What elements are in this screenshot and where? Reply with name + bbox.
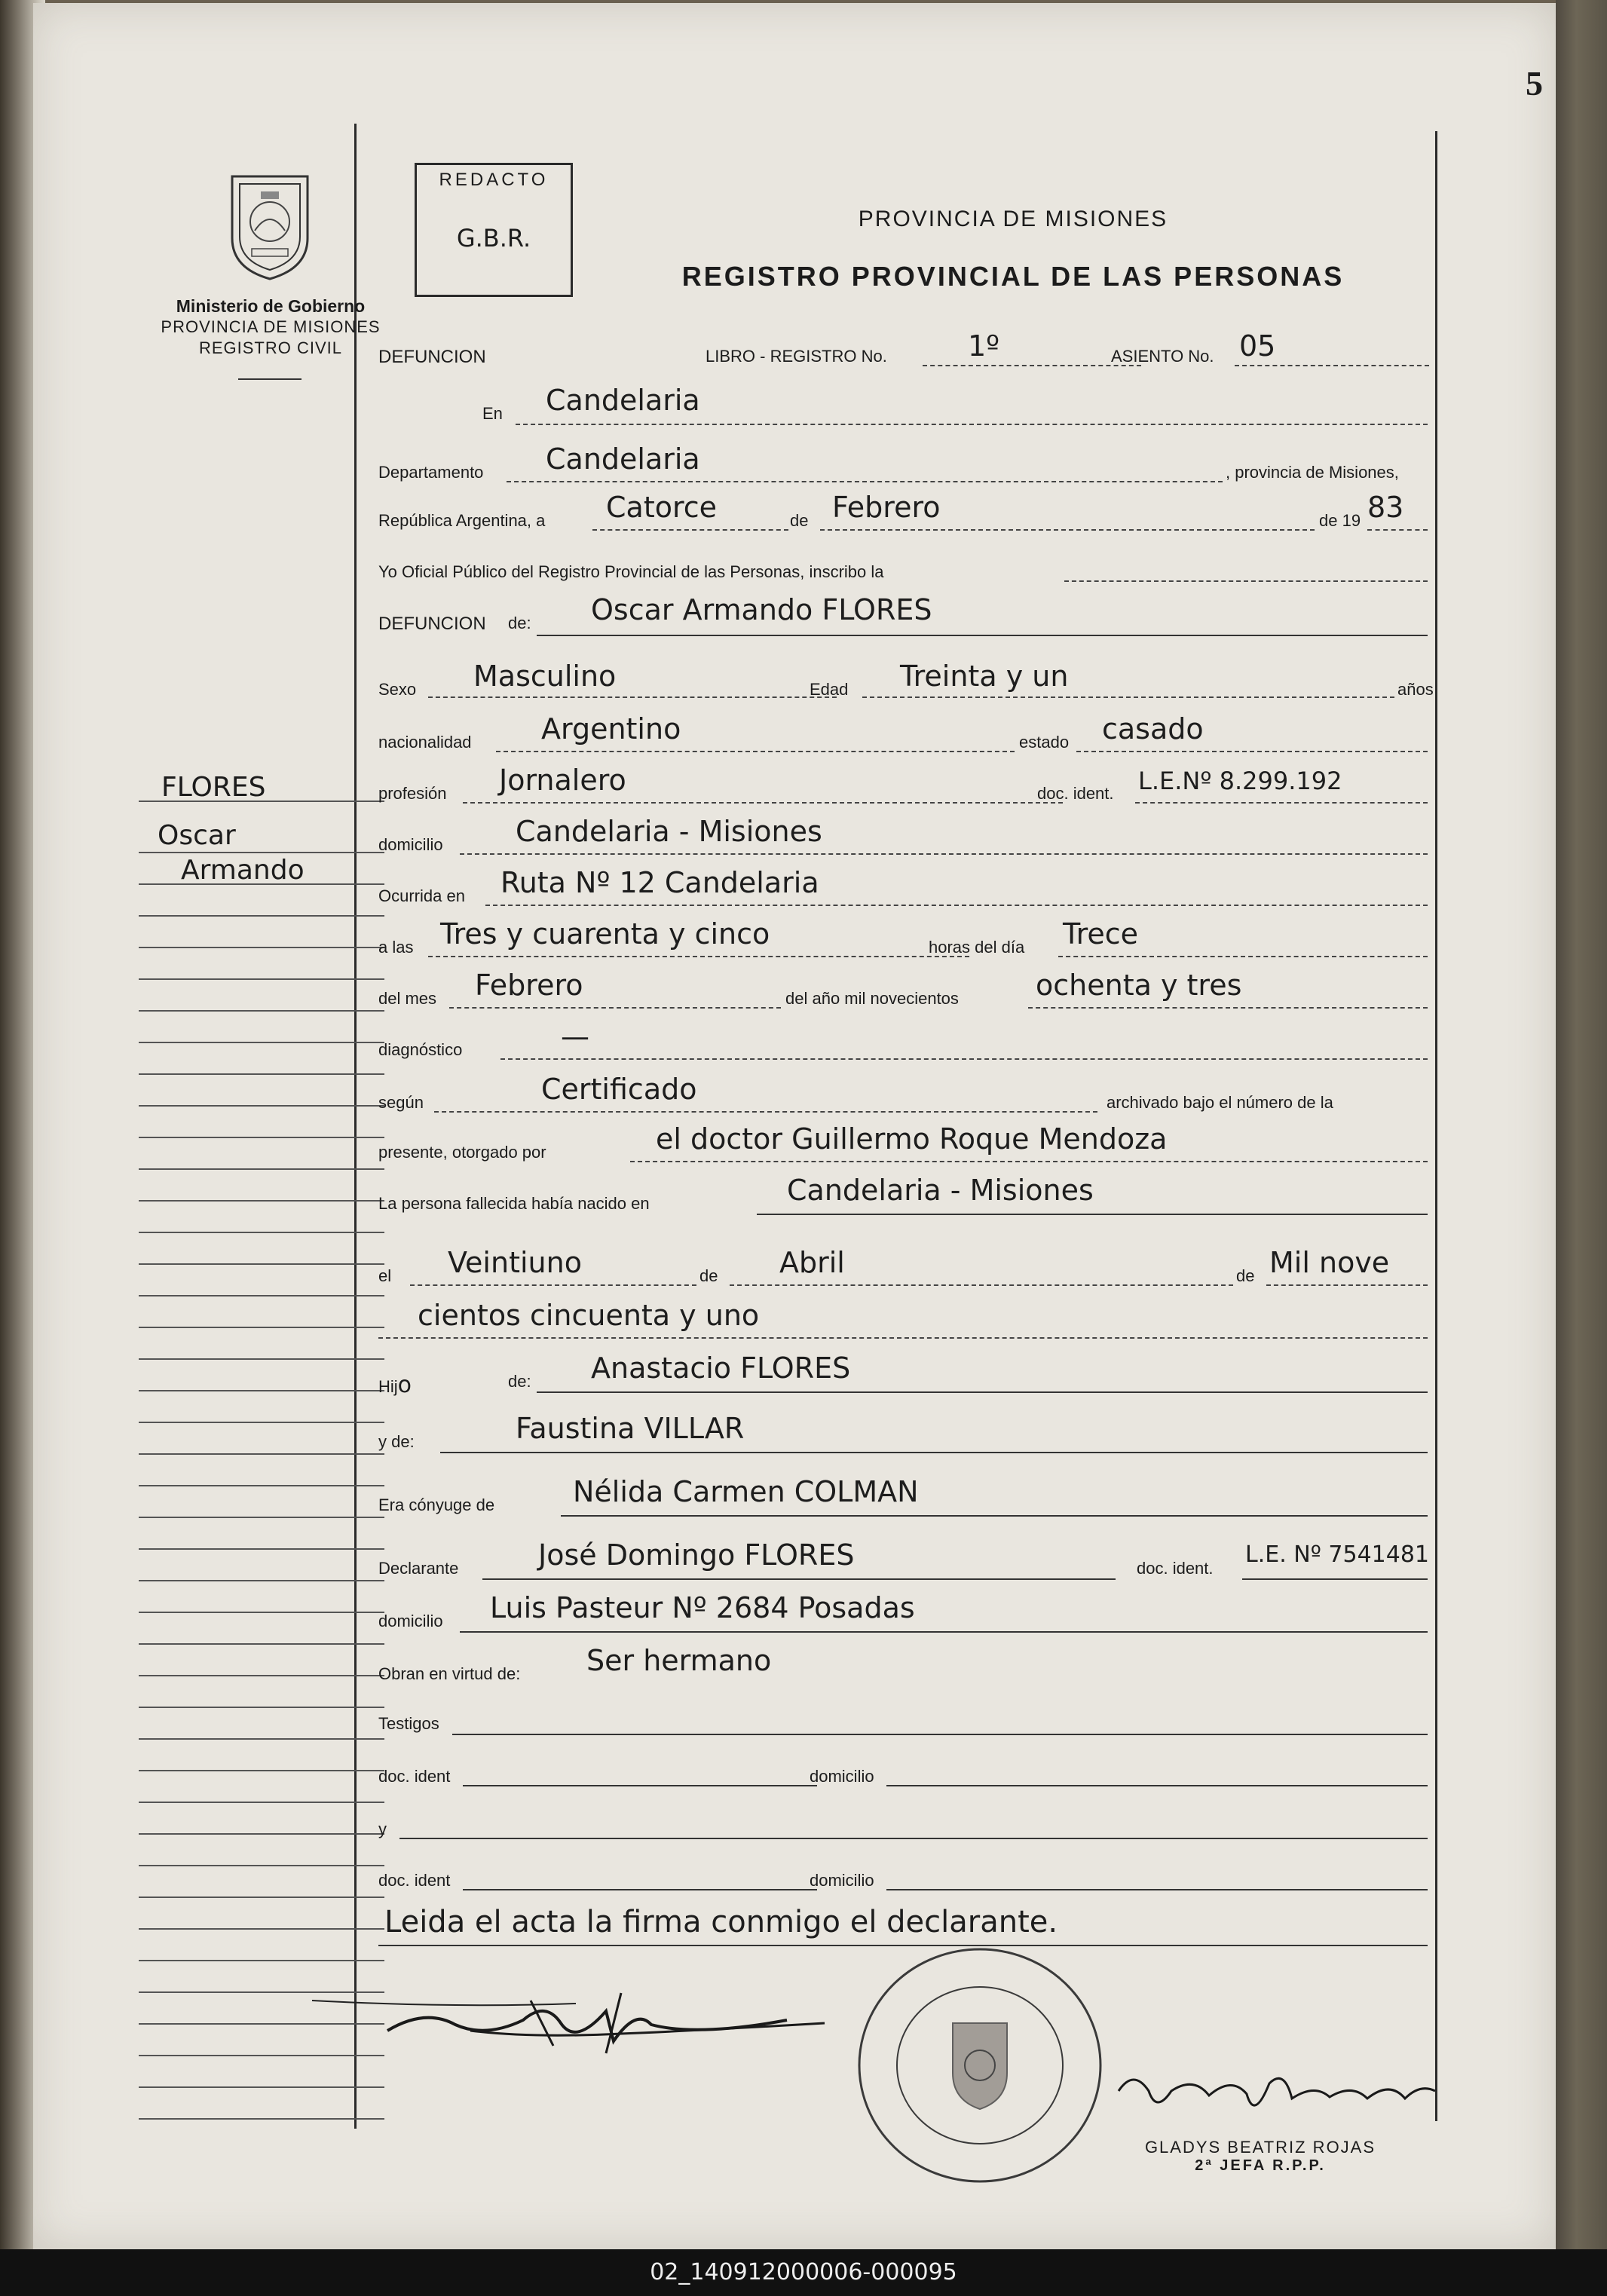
t2-doc-label: doc. ident — [378, 1871, 451, 1890]
margin-rule — [354, 124, 357, 2129]
anio2-value: ochenta y tres — [1036, 969, 1242, 1002]
nac-dia-line — [410, 1284, 696, 1286]
edad-label: Edad — [810, 680, 849, 699]
ministry-block — [146, 295, 395, 359]
deceased-name: Oscar Armando FLORES — [591, 593, 932, 626]
edad-value: Treinta y un — [900, 660, 1069, 693]
republica-label: República Argentina, a — [378, 511, 546, 530]
closing-statement: Leida el acta la firma conmigo el declarante. — [384, 1905, 1058, 1939]
diagnostico-line — [500, 1058, 1428, 1060]
dia2-line — [1058, 956, 1428, 957]
testigos-line — [452, 1734, 1428, 1735]
y-de-label: y de: — [378, 1432, 415, 1451]
en-label: En — [482, 404, 503, 423]
padre-value: Anastacio FLORES — [591, 1352, 851, 1385]
asiento-line — [1235, 365, 1429, 366]
sexo-value: Masculino — [473, 660, 617, 693]
ocurrida-label: Ocurrida en — [378, 886, 465, 905]
asiento-value: 05 — [1239, 329, 1276, 363]
dia2-value: Trece — [1063, 917, 1139, 951]
el-label: el — [378, 1266, 392, 1285]
nac-dia-value: Veintiuno — [448, 1246, 582, 1279]
nacionalidad-label: nacionalidad — [378, 733, 472, 752]
t2-doc-line — [463, 1889, 817, 1890]
presente-label: presente, otorgado por — [378, 1143, 546, 1162]
registry-stamp-icon — [853, 1945, 1107, 2186]
diagnostico-label: diagnóstico — [378, 1040, 463, 1059]
asiento-label: ASIENTO No. — [1111, 347, 1214, 366]
nacido-value: Candelaria - Misiones — [787, 1174, 1094, 1207]
official-name: GLADYS BEATRIZ ROJAS — [1144, 2138, 1376, 2157]
year-line — [1367, 529, 1428, 531]
t-dom-label: domicilio — [810, 1767, 874, 1786]
t2-dom-label: domicilio — [810, 1871, 874, 1890]
doc-ident-line — [1135, 802, 1428, 804]
margin-surname: FLORES — [161, 772, 266, 803]
obran-label: Obran en virtud de: — [378, 1664, 521, 1683]
testigos-label: Testigos — [378, 1714, 439, 1733]
horas-label: horas del día — [929, 938, 1025, 957]
header-province: PROVINCIA DE MISIONES — [858, 207, 1168, 231]
declarante-value: José Domingo FLORES — [538, 1538, 855, 1572]
ministry-line2: PROVINCIA DE MISIONES — [161, 317, 381, 336]
segun-label: según — [378, 1093, 424, 1112]
hijo-suffix: o — [397, 1372, 412, 1398]
ocurrida-line — [485, 905, 1428, 906]
image-id-text: 02_140912000006-000095 — [650, 2259, 957, 2285]
coat-of-arms-icon — [222, 170, 318, 282]
madre-value: Faustina VILLAR — [516, 1412, 745, 1445]
header-registry: REGISTRO PROVINCIAL DE LAS PERSONAS — [681, 261, 1345, 292]
nacionalidad-value: Argentino — [541, 712, 681, 745]
page-number: 5 — [1526, 64, 1543, 103]
profesion-label: profesión — [378, 784, 447, 803]
en-line — [516, 424, 1428, 425]
mes2-value: Febrero — [475, 969, 583, 1002]
de-label: de — [790, 511, 809, 530]
en-value: Candelaria — [546, 384, 700, 417]
book-cover-edge — [1556, 0, 1607, 2254]
profesion-value: Jornalero — [499, 764, 626, 797]
departamento-label: Departamento — [378, 463, 484, 482]
decl-doc-label: doc. ident. — [1137, 1559, 1214, 1578]
domicilio-line — [460, 853, 1428, 855]
hora-value: Tres y cuarenta y cinco — [440, 917, 770, 951]
estado-line — [1076, 751, 1428, 752]
libro-line — [923, 365, 1141, 366]
obran-value: Ser hermano — [586, 1644, 772, 1677]
hijo-prefix: Hij — [378, 1377, 398, 1396]
year-value: 83 — [1367, 491, 1404, 524]
nac-anio-value1: Mil nove — [1269, 1246, 1390, 1279]
nacionalidad-line — [496, 751, 1015, 752]
conyuge-label: Era cónyuge de — [378, 1495, 495, 1514]
diagnostico-value: — — [561, 1020, 589, 1053]
ministry-line3: REGISTRO CIVIL — [198, 338, 343, 357]
libro-value: 1º — [968, 329, 1000, 363]
segun-line — [434, 1111, 1097, 1113]
t-dom-line — [886, 1785, 1428, 1786]
margin-first-name: Oscar — [158, 820, 236, 851]
archivado-label: archivado bajo el número de la — [1107, 1093, 1333, 1112]
domicilio-value: Candelaria - Misiones — [516, 815, 822, 848]
hora-line — [428, 956, 969, 957]
redacto-box — [415, 163, 573, 297]
hijo-label — [378, 1372, 412, 1398]
decl-domicilio-value: Luis Pasteur Nº 2684 Posadas — [490, 1591, 915, 1624]
y-label: y — [378, 1820, 387, 1838]
estado-label: estado — [1019, 733, 1070, 752]
decl-domicilio-line — [460, 1631, 1428, 1633]
nac-anio-value2: cientos cincuenta y uno — [418, 1299, 760, 1332]
departamento-value: Candelaria — [546, 442, 700, 476]
record-type-label: DEFUNCION — [378, 347, 486, 367]
defuncion-de2-label: de: — [508, 614, 531, 632]
profesion-line — [463, 802, 1063, 804]
y-line — [399, 1838, 1428, 1839]
nac-mes-line — [730, 1284, 1233, 1286]
nac-anio-line2 — [378, 1337, 1428, 1339]
mes2-line — [449, 1007, 781, 1009]
decl-doc-value: L.E. Nº 7541481 — [1245, 1541, 1429, 1568]
day-value: Catorce — [606, 491, 718, 524]
official-title: 2ª JEFA R.P.P. — [1195, 2157, 1326, 2174]
anio2-line — [1028, 1007, 1428, 1009]
image-id-bar — [0, 2249, 1607, 2296]
redacto-label: REDACTO — [439, 170, 549, 190]
ministry-line1: Ministerio de Gobierno — [176, 296, 366, 316]
day-line — [592, 529, 788, 531]
doc-ident-label: doc. ident. — [1037, 784, 1114, 803]
nac-de-label: de — [699, 1266, 718, 1285]
margin-middle-name: Armando — [181, 855, 305, 886]
deceased-line — [537, 635, 1428, 636]
del-mes-label: del mes — [378, 989, 437, 1008]
redacto-value: G.B.R. — [456, 224, 531, 253]
madre-line — [440, 1452, 1428, 1453]
year-label: de 19 — [1319, 511, 1361, 530]
conyuge-value: Nélida Carmen COLMAN — [573, 1475, 919, 1508]
doc-ident-value: L.E.Nº 8.299.192 — [1138, 767, 1342, 795]
ocurrida-value: Ruta Nº 12 Candelaria — [500, 866, 819, 899]
libro-label: LIBRO - REGISTRO No. — [706, 347, 887, 366]
defuncion-de-label: DEFUNCION — [378, 614, 486, 634]
presente-value: el doctor Guillermo Roque Mendoza — [656, 1122, 1168, 1156]
official-block — [1102, 2138, 1419, 2175]
nac-mes-value: Abril — [779, 1246, 845, 1279]
domicilio-label: domicilio — [378, 835, 443, 854]
right-border-rule — [1435, 131, 1437, 2121]
t-doc-label: doc. ident — [378, 1767, 451, 1786]
official-signature-icon — [1103, 2061, 1450, 2129]
departamento-line — [507, 481, 1223, 482]
oficial-line — [1064, 580, 1428, 582]
t2-dom-line — [886, 1889, 1428, 1890]
provincia-text: , provincia de Misiones, — [1226, 463, 1399, 482]
month-value: Febrero — [832, 491, 941, 524]
ministry-divider — [238, 378, 302, 380]
oficial-text: Yo Oficial Público del Registro Provincial de las Personas, inscribo la — [378, 562, 884, 581]
nac-de2-label: de — [1236, 1266, 1255, 1285]
estado-value: casado — [1102, 712, 1204, 745]
declarant-signature-icon — [305, 1978, 847, 2061]
anio-mil-label: del año mil novecientos — [785, 989, 959, 1008]
declarante-line — [482, 1578, 1116, 1580]
month-line — [820, 529, 1315, 531]
decl-doc-line — [1242, 1578, 1428, 1580]
conyuge-line — [561, 1515, 1428, 1517]
t-doc-line — [463, 1785, 817, 1786]
edad-line — [862, 696, 1394, 698]
presente-line — [630, 1161, 1428, 1162]
a-las-label: a las — [378, 938, 414, 957]
nacido-line — [757, 1214, 1428, 1215]
declarante-label: Declarante — [378, 1559, 459, 1578]
segun-value: Certificado — [541, 1073, 697, 1106]
anios-label: años — [1397, 680, 1434, 699]
nacido-label: La persona fallecida había nacido en — [378, 1194, 650, 1213]
nac-anio-line1 — [1266, 1284, 1428, 1286]
sexo-label: Sexo — [378, 680, 417, 699]
decl-domicilio-label: domicilio — [378, 1612, 443, 1630]
sexo-line — [428, 696, 837, 698]
padre-line — [537, 1391, 1428, 1393]
register-page — [33, 3, 1556, 2249]
hijo-de-label: de: — [508, 1372, 531, 1391]
